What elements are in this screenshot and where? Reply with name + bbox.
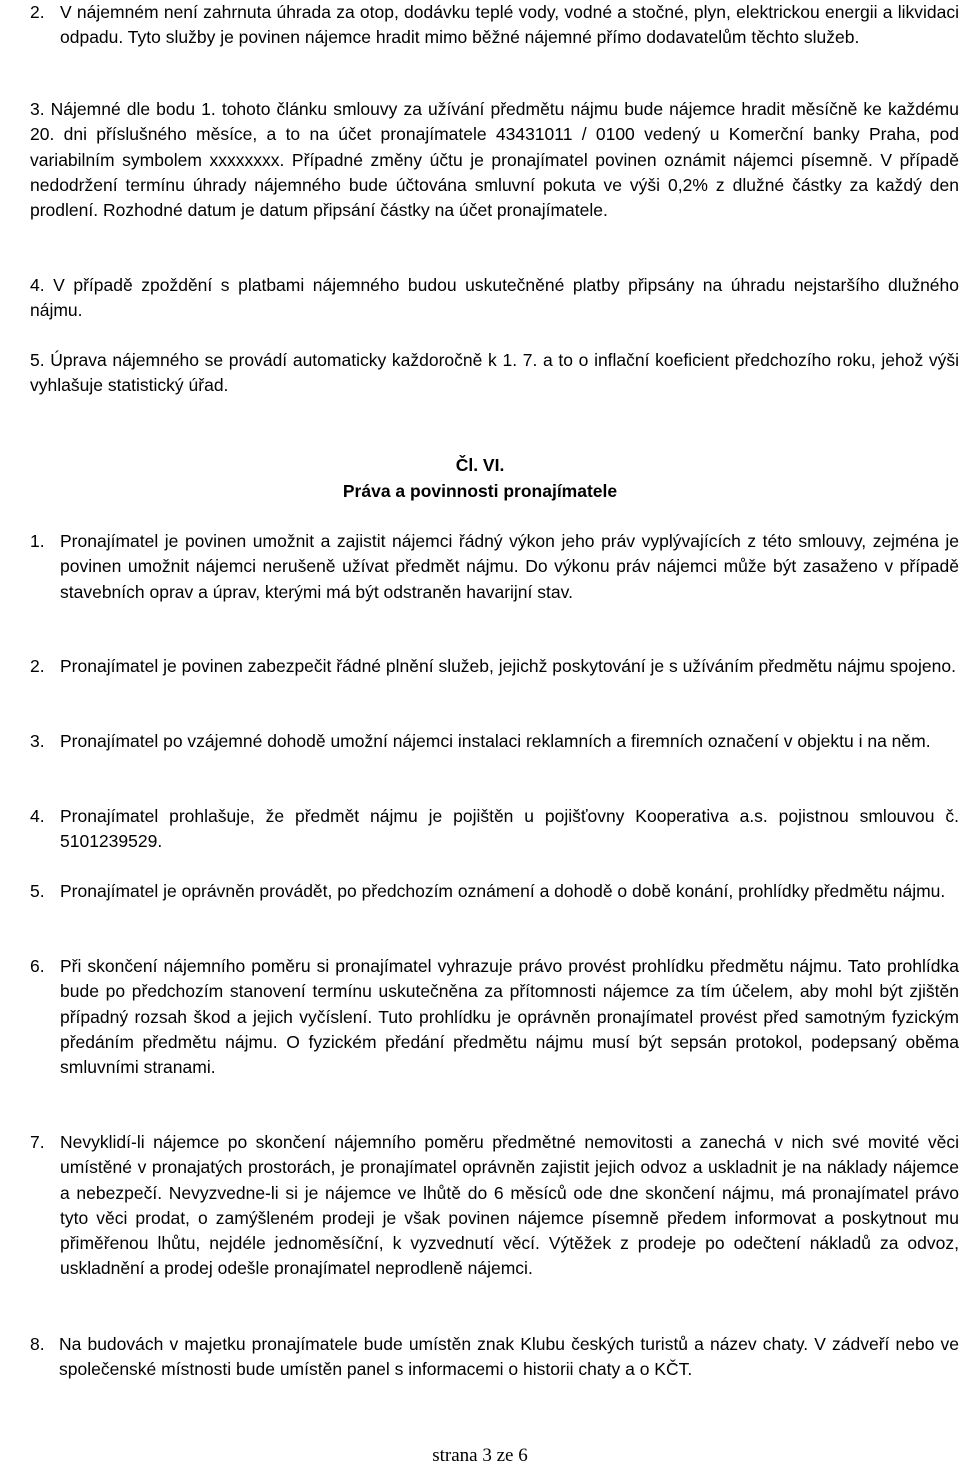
item-text: Úprava nájemného se provádí automaticky každoročně k 1. 7. a to o inflační koeficient předchozího roku, jehož výši vyhlašuje statistický úřad.: [30, 350, 960, 396]
item-number: 5.: [30, 881, 45, 901]
article-v-item-2: [30, 0, 959, 51]
item-text: Pronajímatel je oprávněn provádět, po předchozím oznámení a dohodě o době konání, prohlídky předmětu nájmu.: [60, 881, 946, 901]
item-number: 4.: [30, 275, 45, 295]
item-number: 2.: [30, 656, 45, 676]
article-vi-item-6: [30, 954, 959, 1080]
article-number: Čl. VI.: [455, 455, 505, 475]
article-vi-item-8: [30, 1332, 959, 1383]
item-number: 7.: [30, 1132, 45, 1152]
item-text: Pronajímatel prohlašuje, že předmět nájmu je pojištěn u pojišťovny Kooperativa a.s. pojistnou smlouvou č. 5101239529.: [60, 806, 959, 852]
item-text: Při skončení nájemního poměru si pronajímatel vyhrazuje právo provést prohlídku předmětu nájmu. Tato prohlídka bude po předchozím stanovení termínu uskutečněna za přítomnosti nájemce za tím účelem, aby mohl být zjištěn případný rozsah škod a jejich vyčíslení. Tuto prohlídku je oprávněn pronajímatel provést před samotným fyzickým předáním předmětu nájmu. O fyzickém předání předmětu nájmu musí být sepsán protokol, podepsaný oběma smluvními stranami.: [60, 956, 959, 1078]
item-text: Nevyklidí-li nájemce po skončení nájemního poměru předmětné nemovitosti a zanechá v nich své movité věci umístěné v pronajatých prostorách, je pronajímatel oprávněn zajistit jejich odvoz a uskladnit je na náklady nájemce a nebezpečí. Nevyzvedne-li si je nájemce ve lhůtě do 6 měsíců ode dne skončení nájmu, má pronajímatel právo tyto věci prodat, o zamýšleném prodeji je však povinen nájemce písemně předem informovat a poskytnout mu přiměřenou lhůtu, nejdéle jednoměsíční, k vyzvednutí věcí. Výtěžek z prodeje po odečtení nákladů za odvoz, uskladnění a prodej odešle pronajímatel neprodleně nájemci.: [60, 1132, 959, 1279]
article-vi-item-5: [30, 879, 959, 904]
item-number: 2.: [30, 2, 45, 22]
item-text: V případě zpoždění s platbami nájemného budou uskutečněné platby připsány na úhradu nejstaršího dlužného nájmu.: [30, 275, 959, 321]
item-text: Na budovách v majetku pronajímatele bude umístěn znak Klubu českých turistů a název chaty. V zádveří nebo ve společenské místnosti bude umístěn panel s informacemi o historii chaty a o KČT.: [59, 1334, 959, 1380]
item-text: Pronajímatel po vzájemné dohodě umožní nájemci instalaci reklamních a firemních označení v objektu i na něm.: [60, 731, 931, 751]
item-text: V nájemném není zahrnuta úhrada za otop, dodávku teplé vody, vodné a stočné, plyn, elektrickou energii a likvidaci odpadu. Tyto služby je povinen nájemce hradit mimo běžné nájemné přímo dodavatelům těchto služeb.: [60, 2, 959, 48]
page-number: strana 3 ze 6: [432, 1445, 528, 1466]
article-v-item-3: [30, 97, 959, 223]
item-number: 1.: [30, 531, 45, 551]
article-v-item-5: [30, 348, 959, 399]
article-vi-item-1: [30, 529, 959, 605]
article-vi-item-2: [30, 654, 959, 679]
item-text: Nájemné dle bodu 1. tohoto článku smlouvy za užívání předmětu nájmu bude nájemce hradit měsíčně ke každému 20. dni příslušného měsíce, a to na účet pronajímatele 43431011 / 0100 vedený u Komerční banky Praha, pod variabilním symbolem xxxxxxxx. Případné změny účtu je pronajímatel povinen oznámit nájemci písemně. V případě nedodržení termínu úhrady nájemného bude účtována smluvní pokuta ve výši 0,2% z dlužné částky za každý den prodlení. Rozhodné datum je datum připsání částky na účet pronajímatele.: [30, 99, 959, 221]
item-number: 6.: [30, 956, 45, 976]
item-number: 8.: [30, 1334, 45, 1354]
item-text: Pronajímatel je povinen umožnit a zajistit nájemci řádný výkon jeho práv vyplývajících z této smlouvy, zejména je povinen umožnit nájemci nerušeně užívat předmět nájmu. Do výkonu práv nájemci může být zasaženo v případě stavebních oprav a úprav, kterými má být odstraněn havarijní stav.: [60, 531, 959, 602]
article-title: Práva a povinnosti pronajímatele: [342, 481, 618, 501]
article-vi-item-3: [30, 729, 959, 754]
item-number: 4.: [30, 806, 45, 826]
article-v-item-4: [30, 273, 959, 324]
item-number: 3.: [30, 99, 45, 119]
item-number: 3.: [30, 731, 45, 751]
article-vi-item-4: [30, 804, 959, 855]
article-vi-item-7: [30, 1130, 959, 1282]
item-number: 5.: [30, 350, 45, 370]
item-text: Pronajímatel je povinen zabezpečit řádné plnění služeb, jejichž poskytování je s užíváním předmětu nájmu spojeno.: [60, 656, 956, 676]
